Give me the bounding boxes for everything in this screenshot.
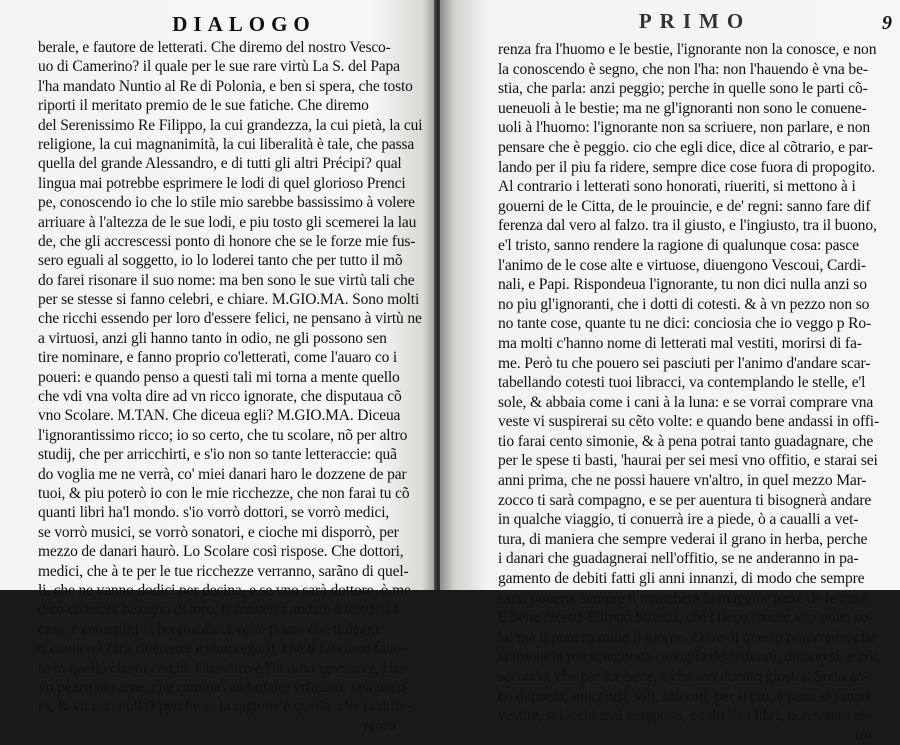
text-line: zocco ti sarà compagno, e se per auentura ti bisognerà andare	[498, 491, 872, 509]
text-line: dico ch'habbi bisogno di loro, ti conuerrà andare à trouarli à	[38, 601, 400, 619]
text-line: lando per il piu fa ridere, sempre dice cose fuora di propogito.	[498, 158, 876, 176]
text-line: pensare che è peggio. cio che egli dice, dice al cõtrario, e par-	[498, 138, 873, 156]
text-line: si truoui la piu sciagurata canaglia de' letterati, dicono sì, e nõ:	[498, 648, 878, 666]
text-line: ueneuoli à le bestie; ma ne gl'ignoranti non sono le conuene-	[498, 99, 867, 117]
text-line: casa, e cauargliti la beretta dieci volte prima che ti degni:	[38, 620, 383, 638]
text-line: tuoi, & piu poterò io con le mie ricchezze, che non farai tu cõ	[38, 484, 410, 502]
text-line: del Serenissimo Re Filippo, la cui grandezza, la cui pietà, la cui	[38, 116, 423, 134]
text-line: tio farai cento simonie, & à pena potrai tanto guadagnare, che	[498, 432, 874, 450]
text-line: se vorrò musici, se vorrò sonatori, e cioche mi disporrò, per	[38, 523, 399, 541]
text-line: sero eguali al soggetto, io lo loderei tanto che per tutto il mõ	[38, 252, 403, 270]
text-line: l'ha mandato Nuntio al Re di Polonia, e ben si spera, che tosto	[38, 77, 413, 95]
text-line: vn pezzo di carne, che camina: vn bufalo, vn'asino, vna peco-	[38, 678, 410, 696]
text-line: arriuare à l'altezza de le sue lodi, e piu tosto gli scemerei la lau	[38, 213, 417, 231]
text-line: li, che ne vanno dodici per decina, e se vno sarà dottore, ò me	[38, 581, 411, 599]
text-line: re in quello che tu cerchi. Che altro è l'huomo ignorante, che	[38, 659, 404, 677]
text-line: do voglia me ne verrà, co' miei danari haro le dozzene de par	[38, 465, 407, 483]
text-line: sarai pouero, sempre ti mancherà la maggior parte de le cose.	[498, 589, 871, 607]
text-line: berale, e fautore de letterati. Che diremo del nostro Vesco-	[38, 39, 391, 56]
text-line: no piu gl'ignoranti, che i dotti di cotesti. & à vn pezzo non so	[498, 295, 870, 313]
text-line: uo di Camerino? il quale per le sue rare virtù La S. del Papa	[38, 58, 400, 76]
catchword-right: tro	[855, 726, 872, 743]
text-line: tire nominare, e fanno proprio co'letterati, come l'auaro co i	[38, 349, 398, 367]
text-line: che vdi vna volta dire ad vn ricco ignorate, che disputaua cõ	[38, 388, 402, 406]
text-line: ra, & vn non nulla? perche se la ragione è quella, che fa diffe-	[38, 698, 412, 716]
text-line: renza fra l'huomo e le bestie, l'ignorante non la conosce, e non	[498, 41, 877, 58]
right-page-text	[498, 40, 892, 726]
text-line: pe, conoscendo io che lo stile mio sarebbe bassissimo à volere	[38, 194, 415, 212]
text-line: religione, la cui magnanimità, la cui liberalità è tale, che passa	[38, 135, 415, 153]
text-line: studij, che per arricchirti, e s'io non so tante letteraccie: quã	[38, 446, 397, 464]
text-line: quella del grande Alessandro, e di tutti gli altri Précipi? qual	[38, 155, 402, 173]
left-page	[0, 0, 436, 734]
text-line: e'l tristo, sanno rendere la ragione di qualunque cosa: pasce	[498, 236, 859, 254]
text-line: mezzo de danari haurò. Lo Scolare così rispose. Che dottori,	[38, 543, 404, 561]
text-line: secondo, che par lor bene, e che san donato giostra. Sono an-	[498, 668, 870, 685]
text-line: E bene diceua Filippo Strozzi, che'l ricco muore vna volta so-	[498, 609, 874, 627]
text-line: gouerni de le Citta, de le prouincie, e de' regni: sanno fare dif	[498, 197, 871, 215]
text-line: gamento de debiti fatti gli anni innanzi, di modo che sempre	[498, 570, 865, 588]
running-head-right: PRIMO	[638, 9, 752, 33]
text-line: la: ma il pouero mille il giorno. Oltre di questo non credo, che	[498, 628, 876, 646]
text-line: Al contrario i letterati sono honorati, riueriti, si mettono à i	[498, 178, 856, 196]
text-line: sole, & abbaia come i cani à la luna: e se vorrai comprare vna	[498, 393, 874, 411]
catchword-left: renza	[363, 717, 396, 734]
text-line: lingua mai potrebbe esprimere le lodi di quel glorioso Prenci	[38, 174, 406, 192]
text-line: stia, che parla: anzi peggio; perche in quelle sono le parti cõ-	[498, 80, 868, 98]
text-line: uoli à l'huomo: l'ignorante non sa scriuere, non parlare, e non	[498, 119, 871, 137]
text-line: do farei risonare il suo nome: ma ben sono le sue virtù tali che	[38, 271, 415, 289]
text-line: anni prima, che ne possi hauere vn'altro, in quel mezzo Mar-	[498, 472, 867, 490]
text-line: l'animo de le cose alte e virtuose, diuengono Vescoui, Cardi-	[498, 256, 866, 274]
text-line: nali, e Papi. Rispondeua l'ignorante, tu non dici nulla anzi so	[498, 276, 867, 294]
text-line: ti conuerrà farli riuerenza e strapregarli, che ti facciano fauo-	[38, 640, 407, 658]
text-line: in qualche viaggio, ti conuerrà ire a piede, ò a caualli a vet-	[498, 511, 859, 529]
text-line: l'ignorantissimo ricco; io so certo, che tu scolare, nõ per altro	[38, 426, 408, 444]
text-line: che ricchi essendo per loro d'essere felici, ne pensano à virtù ne	[38, 310, 422, 328]
page-number: 9	[882, 12, 892, 34]
text-line: de, che gli accrescessi ponto di honore che se le forze mie fus-	[38, 232, 416, 250]
text-line: veste vi suspirerai su cẽto volte: e quando bene andassi in offi-	[498, 413, 880, 431]
text-line: vno Scolare. M.TAN. Che diceua egli? M.GIO.MA. Diceua	[38, 407, 401, 425]
text-line: a virtuosi, anzi gli hanno tanto in odio, ne gli possono sen	[38, 329, 387, 347]
running-head-left: DIALOGO	[172, 12, 316, 36]
text-line: medici, che à te per le tue ricchezze verranno, sarãno di quel-	[38, 562, 409, 580]
text-line: riporti il meritato premio de le sue fatiche. Che diremo	[38, 97, 369, 115]
text-line: co dapochi, mucciusi, vili, infermi, per il piu, a pena si sanno	[498, 687, 870, 705]
text-line: poueri: e quando penso a questi tali mi torna a mente quello	[38, 368, 400, 386]
text-line: tabellando cotesti tuoi libracci, va contemplando le stelle, e'l	[498, 374, 866, 392]
text-line: la conoscendo è segno, che non l'ha: non l'hauendo è vna be-	[498, 60, 868, 78]
text-line: vestire, sciocchi mal composti, e tolti da i libri, non sanno al-	[498, 707, 870, 725]
left-page-text	[38, 38, 423, 717]
right-page	[440, 0, 900, 743]
text-line: me. Però tu che pouero sei pasciuti per l'animo d'andare scar-	[498, 354, 871, 372]
text-line: quanti libri ha'l mondo. s'io vorrò dottori, se vorrò medici,	[38, 504, 390, 522]
text-line: per se stesse si fanno celebri, e chiare. M.GIO.MA. Sono molti	[38, 291, 420, 309]
text-line: ferenza dal vero al falzo. tra il giusto, e l'ingiusto, tra il buono,	[498, 217, 877, 235]
right-header	[498, 6, 892, 40]
text-line: ma molti c'hanno nome di letterati mal vestiti, morirsi di fa-	[498, 334, 862, 352]
text-line: per le spese ti basti, 'haurai per sei mesi vno offitio, e starai sei	[498, 452, 878, 470]
text-line: no tante cose, quante tu ne dici: conciosia che io veggo p Ro-	[498, 315, 872, 333]
text-line: i danari che guadagnerai nell'offitio, se ne anderanno in pa-	[498, 550, 859, 568]
text-line: tura, di maniera che sempre vederai il grano in herba, perche	[498, 530, 868, 548]
